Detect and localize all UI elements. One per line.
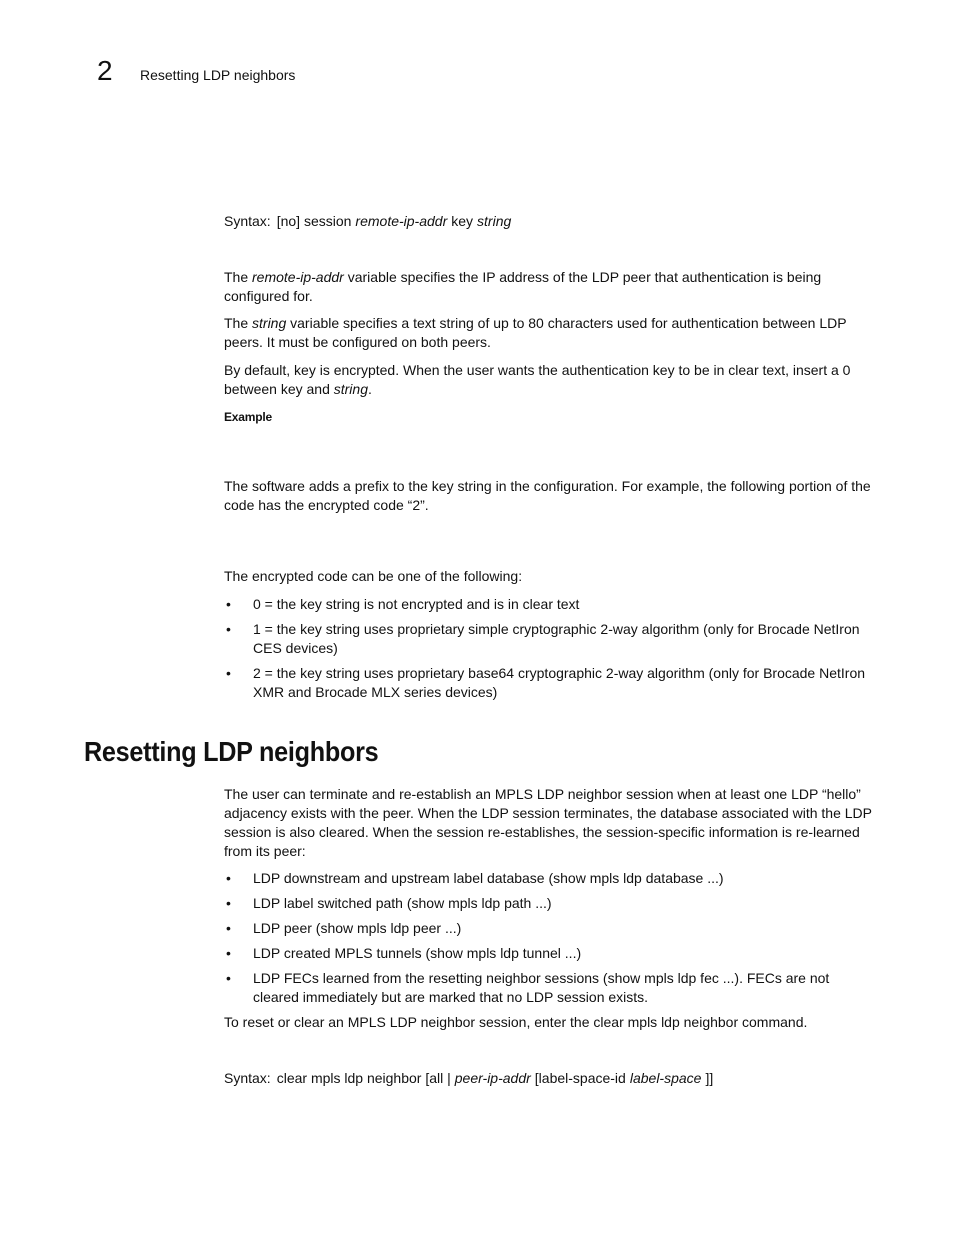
paragraph-encrypted-code-intro: The encrypted code can be one of the following: xyxy=(224,568,523,584)
paragraph-reset-intro: The user can terminate and re-establish an MPLS LDP neighbor session when at least one LDP “hello” adjacency exists with the peer. When the LDP session terminates, the database associated with the LDP session is also cleared. When the session re-establishes, the session-specific information is re-learned from its peer: xyxy=(224,786,872,859)
bullet-icon: • xyxy=(226,970,231,986)
syntax-variable: peer-ip-addr xyxy=(454,1070,531,1086)
list-item: • LDP downstream and upstream label database (show mpls ldp database ...) xyxy=(226,870,724,886)
paragraph-reset-command: To reset or clear an MPLS LDP neighbor session, enter the clear mpls ldp neighbor command. xyxy=(224,1014,808,1030)
syntax-keyword: [label-space-id xyxy=(534,1070,626,1086)
example-label: Example xyxy=(224,410,272,424)
encrypted-code-list xyxy=(224,595,874,708)
list-item: • 0 = the key string is not encrypted and is in clear text xyxy=(226,596,580,612)
section-heading: Resetting LDP neighbors xyxy=(84,736,379,767)
syntax-session-key xyxy=(224,212,874,231)
syntax-keyword: [no] session xyxy=(276,213,352,229)
syntax-variable: remote-ip-addr xyxy=(355,213,448,229)
paragraph-key-prefix: The software adds a prefix to the key string in the configuration. For example, the following portion of the code has the encrypted code “2”. xyxy=(224,478,871,513)
list-item: • LDP created MPLS tunnels (show mpls ldp tunnel ...) xyxy=(226,945,582,961)
bullet-icon: • xyxy=(226,621,231,637)
running-header-title: Resetting LDP neighbors xyxy=(140,67,296,83)
paragraph-string-variable: The string variable specifies a text string of up to 80 characters used for authentication between LDP peers. It must be configured on both peers. xyxy=(224,315,847,350)
syntax-keyword: ]] xyxy=(705,1070,714,1086)
list-item: • LDP FECs learned from the resetting neighbor sessions (show mpls ldp fec ...). FECs are not cleared immediately but are marked that no LDP session exists. xyxy=(226,970,830,1005)
list-item: • LDP peer (show mpls ldp peer ...) xyxy=(226,920,462,936)
syntax-label: Syntax: xyxy=(224,213,271,229)
bullet-icon: • xyxy=(226,895,231,911)
bullet-icon: • xyxy=(226,945,231,961)
bullet-icon: • xyxy=(226,870,231,886)
bullet-icon: • xyxy=(226,596,231,612)
paragraph-remote-ip-addr: The remote-ip-addr variable specifies the IP address of the LDP peer that authentication is being configured for. xyxy=(224,269,822,304)
syntax-clear-mpls-ldp-neighbor xyxy=(224,1069,874,1088)
bullet-icon: • xyxy=(226,920,231,936)
syntax-variable: string xyxy=(477,213,512,229)
paragraph-default-encryption: By default, key is encrypted. When the user wants the authentication key to be in clear text, insert a 0 between key and string. xyxy=(224,362,851,397)
chapter-number: 2 xyxy=(97,55,113,86)
cleared-items-list xyxy=(224,869,874,1013)
bullet-icon: • xyxy=(226,665,231,681)
list-item: • LDP label switched path (show mpls ldp path ...) xyxy=(226,895,552,911)
syntax-variable: label-space xyxy=(629,1070,702,1086)
list-item: • 1 = the key string uses proprietary simple cryptographic 2-way algorithm (only for Brocade NetIron CES devices) xyxy=(226,621,860,656)
list-item: • 2 = the key string uses proprietary base64 cryptographic 2-way algorithm (only for Brocade NetIron XMR and Brocade MLX series devices) xyxy=(226,665,866,700)
syntax-keyword: key xyxy=(451,213,474,229)
syntax-keyword: clear mpls ldp neighbor [all | xyxy=(276,1070,451,1086)
syntax-label: Syntax: xyxy=(224,1070,271,1086)
